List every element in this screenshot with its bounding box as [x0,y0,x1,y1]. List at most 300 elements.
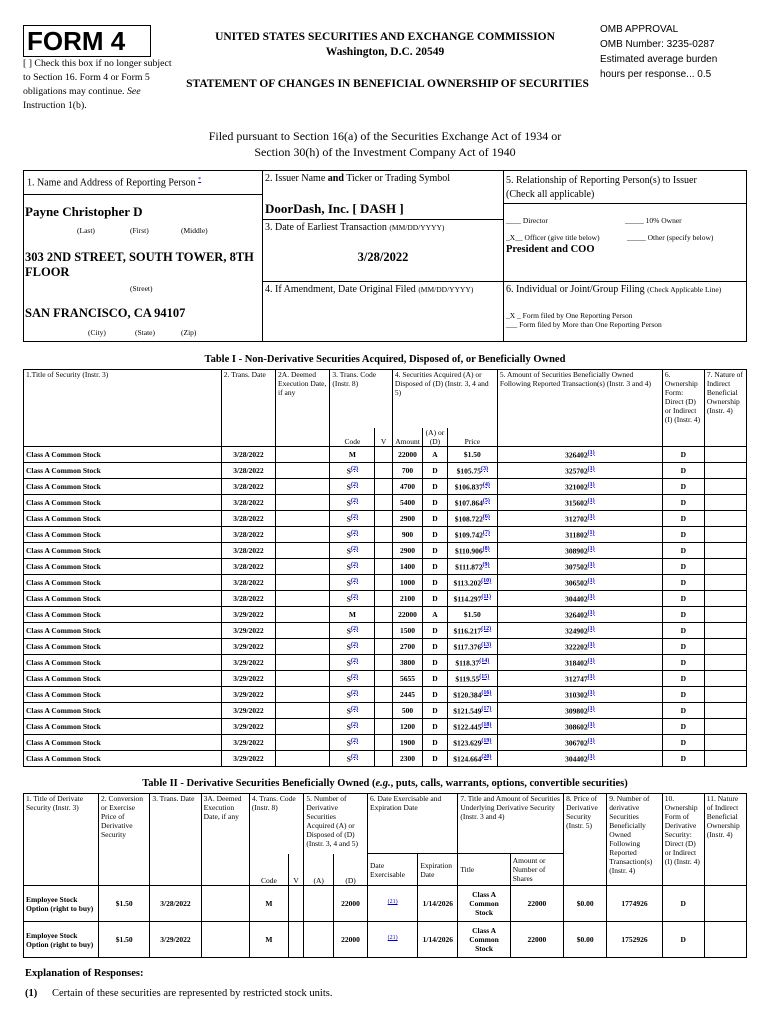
t1-price-value: $121.549 [453,706,482,716]
t2-code-value: M [265,899,273,908]
t1-owned [497,654,662,670]
t2-price-value: $1.50 [115,935,133,944]
footnote-ref[interactable]: (17) [481,705,492,712]
footnote-ref[interactable]: (18) [481,721,492,728]
t1-title [24,590,222,606]
t1-price-value: $106.837 [454,482,483,492]
footnote-ref[interactable]: (1) [587,689,595,696]
t1-title [24,462,222,478]
t1-ad [423,478,448,494]
t1-deemed [276,510,330,526]
checkbox-note [23,57,173,113]
table-row [24,462,747,478]
t1-code [330,606,375,622]
t1-title [24,750,222,766]
t1-price [447,622,497,638]
t1-form-value: D [680,561,687,571]
table2 [23,793,747,958]
relationship-officer: _X__ Officer (give title below) [506,233,600,242]
t1-header-date: 2. Trans. Date [221,370,275,447]
t1-title-value: Class A Common Stock [26,721,101,731]
t1-ad-value: A [432,449,438,459]
t1-title-value: Class A Common Stock [26,737,101,747]
t1-owned [497,686,662,702]
t1-owned [497,734,662,750]
t1-owned-value: 307502 [565,562,588,572]
t1-amount-value: 1000 [399,577,415,587]
t1-ad [423,590,448,606]
t1-nature [704,478,746,494]
t1-date-value: 3/28/2022 [233,513,264,523]
t1-title [24,718,222,734]
footnote-ref[interactable]: (9) [482,561,490,568]
t1-date [221,686,275,702]
t1-price-value: $110.906 [454,546,483,556]
t1-price-value: $120.384 [453,690,482,700]
t1-price-value: $105.75 [456,466,481,476]
t2-expiration [418,922,458,958]
t1-v [375,542,392,558]
t1-owned [497,702,662,718]
t1-form-value: D [680,545,687,555]
t1-deemed [276,606,330,622]
t1-amount [392,590,422,606]
footnote-ref[interactable]: (1) [587,737,595,744]
t2-v [288,922,303,958]
t1-amount-value: 2900 [399,545,415,555]
t1-ad-value: D [432,673,438,683]
t1-ad-value: D [432,657,438,667]
t1-header-deemed: 2A. Deemed Execution Date, if any [276,370,330,447]
footnote-ref[interactable]: (2) [350,465,358,472]
t1-sub-ad: (A) or (D) [423,428,448,447]
t1-owned-value: 315602 [565,498,588,508]
t1-header-owned: 5. Amount of Securities Beneficially Owned Following Reported Transaction(s) (Instr. 3 and 4) [497,370,662,447]
t1-deemed [276,654,330,670]
t1-price [447,606,497,622]
footnote-ref[interactable]: (21) [387,899,398,906]
footnote-ref[interactable]: (2) [350,481,358,488]
t1-form [662,462,704,478]
filed-line-2: Section 30(h) of the Investment Company Act of 1940 [254,145,516,159]
footnote-ref[interactable]: (2) [350,673,358,680]
t1-ad [423,718,448,734]
footnote-ref[interactable]: (15) [479,673,490,680]
t1-owned [497,526,662,542]
form-title: FORM 4 [23,25,151,57]
footnote-ref[interactable]: (14) [479,657,490,664]
t1-owned-value: 304402 [565,594,588,604]
t1-code-value: S [346,738,351,748]
footnote-ref[interactable]: (2) [350,737,358,744]
t1-code [330,638,375,654]
footnote-ref[interactable]: (1) [587,465,595,472]
footnote-ref[interactable]: (2) [350,529,358,536]
table-row [24,446,747,462]
t1-v [375,606,392,622]
t1-form [662,718,704,734]
t1-deemed [276,734,330,750]
footnote-ref[interactable]: (1) [587,593,595,600]
t1-owned [497,750,662,766]
table-row [24,590,747,606]
t1-ad [423,622,448,638]
t1-nature [704,462,746,478]
t2-sub-expiration: Expiration Date [418,854,458,886]
table2-title-b: , puts, calls, warrants, options, convertible securities) [390,778,628,789]
t1-form-value: D [680,673,687,683]
footnote-ref[interactable]: (1) [587,529,595,536]
footnote-ref[interactable]: (4) [482,481,490,488]
t1-v [375,734,392,750]
t1-ad [423,654,448,670]
t1-price-value: $1.50 [463,609,481,619]
box4-label [265,284,473,295]
t1-v [375,478,392,494]
t1-date-value: 3/29/2022 [233,689,264,699]
t1-amount-value: 2300 [399,753,415,763]
t1-price [447,654,497,670]
t1-ad-value: D [432,465,438,475]
t1-nature [704,542,746,558]
t1-nature [704,734,746,750]
reporting-person-city: SAN FRANCISCO, CA 94107 [25,306,186,320]
table-row [24,478,747,494]
t1-amount [392,478,422,494]
label-last: (Last) [77,226,95,235]
t2-header-deemed: 3A. Deemed Execution Date, if any [201,794,249,886]
t1-price [447,590,497,606]
footnote-ref[interactable]: (16) [481,689,492,696]
label-first: (First) [130,226,149,235]
t1-ad-value: D [432,705,438,715]
table-row [24,574,747,590]
t1-price-value: $122.445 [453,722,482,732]
t2-under-amount-value: 22000 [527,935,547,944]
t1-owned-value: 321002 [565,482,588,492]
t1-header-acquired: 4. Securities Acquired (A) or Disposed of (D) (Instr. 3, 4 and 5) [392,370,497,428]
t2-d [334,886,368,922]
footnote-ref[interactable]: (2) [350,561,358,568]
t1-deemed [276,542,330,558]
t1-v [375,510,392,526]
t2-under-title-value: Class A Common Stock [469,890,499,917]
t1-price-value: $114.297 [453,594,482,604]
t1-date [221,734,275,750]
footnote-ref[interactable]: (21) [387,935,398,942]
t1-ad [423,574,448,590]
t1-amount [392,702,422,718]
t1-owned-value: 311802 [565,530,588,540]
box6-label-small: (Check Applicable Line) [647,285,722,294]
t2-price [98,922,149,958]
footnote-ref[interactable]: (1) [587,497,595,504]
t1-price-value: $124.664 [453,754,482,764]
t1-date [221,574,275,590]
reporting-person-street: 303 2ND STREET, SOUTH TOWER, 8TH FLOOR [25,250,254,279]
t1-price [447,638,497,654]
t1-nature [704,494,746,510]
t1-amount [392,462,422,478]
t1-title-value: Class A Common Stock [26,481,101,491]
t1-amount [392,542,422,558]
table1-title: Table I - Non-Derivative Securities Acquired, Disposed of, or Beneficially Owned [204,354,566,365]
t1-title [24,670,222,686]
t1-title [24,478,222,494]
table-row [24,494,747,510]
t1-amount [392,638,422,654]
t1-owned-value: 308902 [565,546,588,556]
t2-date-value: 3/28/2022 [160,899,191,908]
t1-title-value: Class A Common Stock [26,689,101,699]
t1-header-title: 1.Title of Security (Instr. 3) [24,370,222,447]
t2-owned [607,886,662,922]
t1-amount-value: 22000 [398,609,417,619]
box1-label-text: 1. Name and Address of Reporting Person [27,177,196,189]
t1-ad-value: D [432,545,438,555]
explanation-heading: Explanation of Responses: [25,968,144,979]
t1-amount [392,622,422,638]
footnote-ref[interactable]: (1) [587,609,595,616]
t1-code [330,702,375,718]
footnote-ref[interactable]: (1) [587,657,595,664]
label-middle: (Middle) [181,226,208,235]
t1-v [375,462,392,478]
t2-price-value: $1.50 [115,899,133,908]
t1-form [662,622,704,638]
t1-code-value: S [346,674,351,684]
t1-code [330,494,375,510]
footnote-ref[interactable]: (2) [350,721,358,728]
t1-amount-value: 4700 [399,481,415,491]
t1-form [662,670,704,686]
t1-owned [497,638,662,654]
t2-sub-title: Title [458,854,510,886]
footnote-ref[interactable]: (2) [350,753,358,760]
t1-nature [704,638,746,654]
t2-under-amount [510,922,563,958]
t1-ad-value: D [432,737,438,747]
t1-amount [392,750,422,766]
checkbox-note-text: [ ] Check this box if no longer subject to Section 16. Form 4 or Form 5 obligations may continue. [23,58,172,97]
footnote-ref[interactable]: (2) [350,497,358,504]
t1-v [375,686,392,702]
t1-form-value: D [680,705,687,715]
t1-amount-value: 3800 [399,657,415,667]
table2-title-a: Table II - Derivative Securities Beneficially Owned ( [142,778,376,789]
t2-dprice-value: $0.00 [576,899,594,908]
t1-code-value: S [346,722,351,732]
t1-owned [497,542,662,558]
box1-star[interactable]: * [198,177,202,183]
table2-title [0,778,770,789]
t1-ad-value: D [432,561,438,571]
t1-date-value: 3/28/2022 [233,481,264,491]
relationship-ten-pct: _____ 10% Owner [625,216,682,225]
footnote-ref[interactable]: (13) [481,641,492,648]
t1-amount [392,574,422,590]
t1-date [221,510,275,526]
t1-date-value: 3/28/2022 [233,577,264,587]
t1-amount [392,686,422,702]
footnote-ref[interactable]: (10) [481,577,492,584]
t1-title-value: Class A Common Stock [26,657,101,667]
t2-date [150,886,201,922]
t1-deemed [276,686,330,702]
footnote-ref[interactable]: (8) [482,545,490,552]
box6-label-text: 6. Individual or Joint/Group Filing [506,284,645,295]
footnote-ref[interactable]: (1) [587,721,595,728]
footnote-1-number: (1) [25,988,38,999]
t1-header-code: 3. Trans. Code (Instr. 8) [330,370,392,428]
t1-form-value: D [680,657,687,667]
t1-code-value: S [346,482,351,492]
t1-title-value: Class A Common Stock [26,465,101,475]
t1-form [662,590,704,606]
t1-form [662,494,704,510]
t1-title [24,558,222,574]
footnote-ref[interactable]: (5) [482,497,490,504]
t2-owned-value: 1752926 [621,935,648,944]
t1-date [221,590,275,606]
t1-deemed [276,590,330,606]
t1-nature [704,622,746,638]
table-row [24,922,747,958]
t1-amount-value: 5655 [399,673,415,683]
t1-amount [392,734,422,750]
t1-title [24,446,222,462]
footnote-ref[interactable]: (19) [481,737,492,744]
footnote-ref[interactable]: (2) [350,705,358,712]
footnote-ref[interactable]: (2) [350,689,358,696]
t1-code-value: S [346,546,351,556]
t2-sub-amount: Amount or Number of Shares [510,854,563,886]
t1-nature [704,446,746,462]
relationship-other: _____ Other (specify below) [627,233,714,242]
t2-price [98,886,149,922]
t1-date-value: 3/28/2022 [233,545,264,555]
footnote-ref[interactable]: (1) [587,577,595,584]
t1-ad [423,702,448,718]
footnote-ref[interactable]: (6) [482,513,490,520]
t2-d [334,922,368,958]
t2-header-price: 8. Price of Derivative Security (Instr. 5) [564,794,607,886]
t1-ad-value: D [432,593,438,603]
t1-code-value: S [346,642,351,652]
t1-ad-value: D [432,513,438,523]
t1-form [662,478,704,494]
t1-header-form: 6. Ownership Form: Direct (D) or Indirect (I) (Instr. 4) [662,370,704,447]
t1-code [330,446,375,462]
t1-deemed [276,718,330,734]
t2-a [304,886,334,922]
t2-d-value: 22000 [341,899,360,908]
t2-sub-a: (A) [304,854,334,886]
t1-amount-value: 2100 [399,593,415,603]
t1-deemed [276,446,330,462]
t1-v [375,654,392,670]
t1-form [662,558,704,574]
footnote-ref[interactable]: (12) [481,625,492,632]
t1-owned-value: 304402 [565,754,588,764]
see-text: See [126,86,141,97]
footnote-ref[interactable]: (1) [587,625,595,632]
footnote-ref[interactable]: (2) [350,641,358,648]
t2-header-code: 4. Trans. Code (Instr. 8) [249,794,303,854]
t1-code [330,750,375,766]
footnote-ref[interactable]: (1) [587,673,595,680]
footnote-ref[interactable]: (2) [350,657,358,664]
footnote-ref[interactable]: (1) [587,641,595,648]
footnote-ref[interactable]: (1) [587,449,595,456]
t2-nature [704,922,746,958]
box1-label [27,177,201,188]
t1-form-value: D [680,465,687,475]
t1-price [447,574,497,590]
t1-price-value: $113.202 [453,578,482,588]
t1-title-value: Class A Common Stock [26,513,101,523]
t1-owned [497,446,662,462]
footnote-ref[interactable]: (1) [587,705,595,712]
footnote-ref[interactable]: (1) [587,513,595,520]
t1-code [330,510,375,526]
t1-owned [497,718,662,734]
t1-date-value: 3/28/2022 [233,593,264,603]
t1-date [221,670,275,686]
t1-price-value: $116.217 [453,626,482,636]
footnote-ref[interactable]: (1) [587,545,595,552]
t1-owned [497,510,662,526]
t1-code [330,686,375,702]
t1-form [662,446,704,462]
footnote-ref[interactable]: (1) [587,561,595,568]
footnote-ref[interactable]: (1) [587,753,595,760]
box3-label-fmt: (MM/DD/YYYY) [389,223,445,232]
t1-ad [423,686,448,702]
footnote-ref[interactable]: (3) [481,465,488,472]
t1-date-value: 3/29/2022 [233,625,264,635]
t2-code-value: M [265,935,273,944]
footnote-ref[interactable]: (11) [481,593,492,600]
t1-amount-value: 900 [401,529,414,539]
footnote-ref[interactable]: (2) [350,625,358,632]
t1-owned-value: 312747 [565,674,588,684]
t2-code [249,922,288,958]
t1-form [662,574,704,590]
footnote-ref[interactable]: (2) [350,593,358,600]
footnote-ref[interactable]: (2) [350,577,358,584]
t1-ad [423,558,448,574]
t1-code [330,574,375,590]
t1-title [24,526,222,542]
footnote-ref[interactable]: (20) [481,753,492,760]
footnote-ref[interactable]: (2) [350,545,358,552]
t1-amount [392,510,422,526]
t1-title [24,542,222,558]
footnote-ref[interactable]: (1) [587,481,595,488]
footnote-ref[interactable]: (2) [350,513,358,520]
t1-price-value: $118.37 [455,658,480,668]
footnote-ref[interactable]: (7) [482,529,490,536]
box3-label [265,222,444,233]
t1-form [662,702,704,718]
t1-ad-value: D [432,721,438,731]
t1-date [221,622,275,638]
table2-title-eg: e.g. [375,778,391,789]
t1-date-value: 3/28/2022 [233,497,264,507]
box2-label-a: 2. Issuer Name [265,173,326,184]
t1-v [375,526,392,542]
